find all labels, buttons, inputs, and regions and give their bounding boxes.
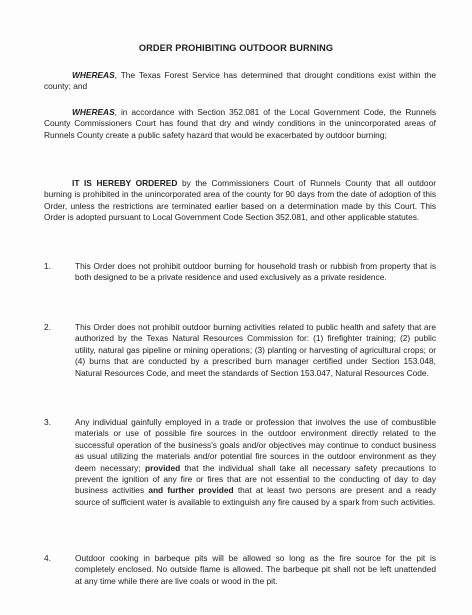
list-item-number: 1.	[44, 261, 51, 271]
whereas-lead-2: WHEREAS	[72, 107, 115, 117]
ordered-text: by the Commissioners Court of Runnels County that all outdoor burning is prohibited in the unincorporated area of the county for 90 days from the date of adoption of this Order, unless the restrictions are terminated earlier based on a determination made by this Court. This Order is adopted pursuant to Local Government Code Section 352.081, and other applicable statutes.	[44, 178, 436, 223]
whereas-text-2: , in accordance with Section 352.081 of the Local Government Code, the Runnels County Commissioners Court has found that dry and windy conditions in the unincorporated areas of Runnels County create a public safety hazard that would be exacerbated by outdoor burning;	[44, 107, 436, 140]
whereas-text-1: , The Texas Forest Service has determined that drought conditions exist within the county; and	[44, 70, 436, 92]
ordered-paragraph	[44, 178, 436, 224]
list-item-text: This Order does not prohibit outdoor burning activities related to public health and safety that are authorized by the Texas Natural Resources Commission for: (1) firefighter training; (2) public utility, natural gas pipeline or mining operations; (3) planting or harvesting of agricultural crops; or (4) burns that are conducted by a prescribed burn manager certified under Section 153.048, Natural Resources Code, and meet the standards of Section 153.047, Natural Resources Code.	[75, 322, 436, 378]
list-item-number: 2.	[44, 322, 51, 332]
list-item-3	[44, 417, 436, 508]
list-item-1	[44, 261, 436, 284]
ordered-lead: IT IS HEREBY ORDERED	[72, 178, 178, 188]
whereas-lead-1: WHEREAS	[72, 70, 115, 80]
list-item-4	[44, 553, 436, 587]
whereas-paragraph-2	[44, 107, 436, 141]
list-item-number: 4.	[44, 553, 51, 563]
list-item-text: Any individual gainfully employed in a trade or profession that involves the use of combustible materials or use of possible fire sources in the outdoor environment directly related to the successful operation of the business's goals and/or objectives may continue to conduct business as usual utilizing the materials and/or potential fire sources in the outdoor environment as they deem necessary; provided that the individual shall take all necessary safety precautions to prevent the ignition of any fire or fires that are not essential to the conducting of day to day business activities and further provided that at least two persons are present and a ready source of sufficient water is available to extinguish any fire caused by a spark from such activities.	[75, 417, 436, 507]
document-title: ORDER PROHIBITING OUTDOOR BURNING	[138, 43, 334, 53]
whereas-paragraph-1	[44, 70, 436, 93]
list-item-number: 3.	[44, 417, 51, 427]
list-item-text: Outdoor cooking in barbeque pits will be allowed so long as the fire source for the pit is completely enclosed. No outside flame is allowed. The barbeque pit shall not be left unattended at any time while there are live coals or wood in the pit.	[75, 553, 436, 586]
list-item-text: This Order does not prohibit outdoor burning for household trash or rubbish from property that is both designed to be a private residence and used exclusively as a private residence.	[75, 261, 436, 283]
list-item-2	[44, 322, 436, 379]
